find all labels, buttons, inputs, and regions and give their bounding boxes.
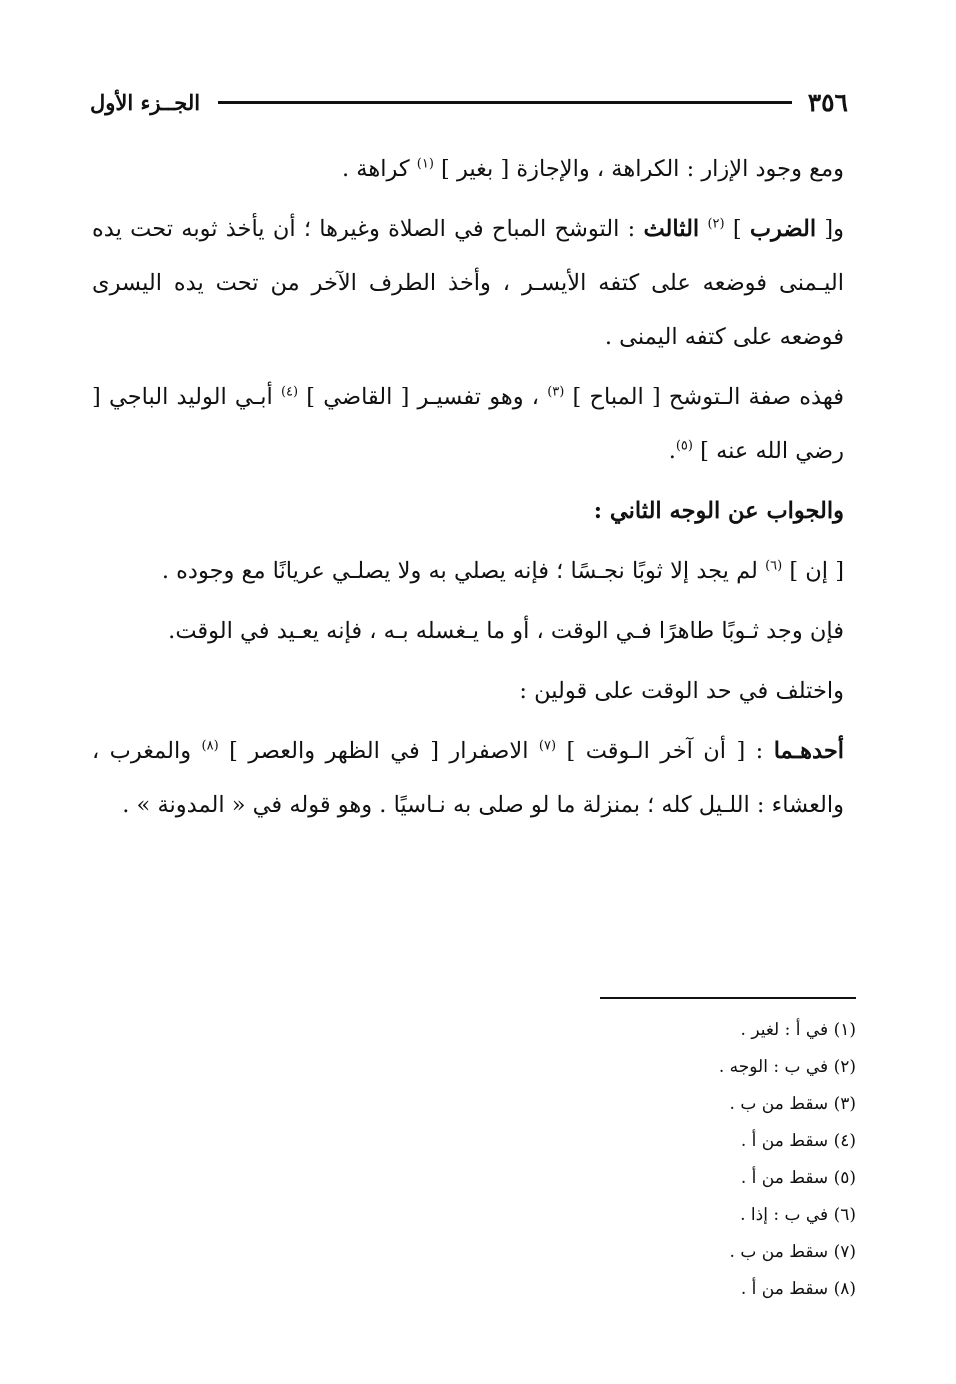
text-run: . — [668, 438, 676, 464]
text-run: لم يجد إلا ثوبًا نجـسًا ؛ فإنه يصلي به ولا يصلـي عريانًا مع وجوده . — [161, 558, 766, 584]
bold-term: أحدهـما — [773, 738, 844, 764]
text-run: ، وهو تفسيـر [ القاضي ] — [298, 384, 548, 410]
paragraph-3 — [92, 370, 844, 478]
footnote-ref-7: (٧) — [538, 738, 557, 754]
text-run: كراهة . — [341, 156, 417, 182]
paragraph-1 — [92, 142, 844, 196]
paragraph-5 — [92, 544, 844, 598]
page-header — [90, 82, 848, 122]
footnote-ref-8: (٨) — [201, 738, 219, 754]
footnote-6: (٦) في ب : إذا . — [740, 1205, 856, 1225]
text-run: الاصفرار [ في الظهر والعصر ] — [218, 738, 539, 764]
text-run: أبـي الوليد الباجي [ رضي الله عنه ] — [92, 384, 844, 464]
footnotes-list — [456, 1012, 856, 1308]
footnote-3: (٣) سقط من ب . — [729, 1094, 856, 1114]
footnote-4: (٤) سقط من أ . — [740, 1131, 856, 1151]
footnote-ref-5: (٥) — [675, 438, 693, 454]
paragraph-2 — [92, 202, 844, 364]
footnote-1: (١) في أ : لغير . — [740, 1020, 856, 1040]
paragraph-7: واختلف في حد الوقت على قولين : — [519, 678, 844, 704]
page-number: ٣٥٦ — [807, 87, 848, 117]
footnote-ref-2: (٢) — [707, 216, 725, 232]
footnote-ref-1: (١) — [416, 156, 434, 172]
part-title: الجــزء الأول — [90, 89, 201, 115]
text-run: و[ — [816, 216, 844, 242]
footnote-7: (٧) سقط من ب . — [729, 1242, 856, 1262]
bold-term: الثالث — [643, 216, 700, 242]
main-text — [92, 142, 844, 838]
bold-term: الضرب — [749, 216, 817, 242]
text-run: ] — [724, 216, 750, 242]
paragraph-6: فإن وجد ثـوبًا طاهرًا فـي الوقت ، أو ما يـغسله بـه ، فإنه يعـيد في الوقت. — [168, 618, 844, 644]
footnote-5: (٥) سقط من أ . — [740, 1168, 856, 1188]
text-run: والمغرب ، والعشاء : اللـيل كله ؛ بمنزلة ما لو صلى به نـاسيًا . وهو قوله في « المدونة » . — [92, 738, 844, 818]
text-run: : التوشح المباح في الصلاة وغيرها ؛ أن يأخذ ثوبه تحت يده اليـمنى فوضعه على كتفه الأيسـر ، وأخذ الطرف الآخر من تحت يده اليسرى فوضعه على كتفه اليمنى . — [92, 216, 844, 350]
text-run: فهذه صفة الـتوشح [ المباح ] — [564, 384, 844, 410]
footnote-ref-6: (٦) — [765, 558, 783, 574]
text-run: ومع وجود الإزار : الكراهة ، والإجازة [ بغير ] — [433, 156, 844, 182]
footnote-ref-4: (٤) — [280, 384, 299, 400]
footnote-2: (٢) في ب : الوجه . — [718, 1057, 856, 1077]
section-heading: والجواب عن الوجه الثاني : — [593, 498, 844, 524]
paragraph-8 — [92, 724, 844, 832]
text-run: : [ أن آخر الـوقت ] — [556, 738, 774, 764]
text-run: [ إن ] — [782, 558, 844, 584]
footnote-ref-3: (٣) — [547, 384, 565, 400]
footnote-separator — [600, 997, 856, 999]
header-rule — [218, 101, 792, 104]
footnote-8: (٨) سقط من أ . — [740, 1279, 856, 1299]
